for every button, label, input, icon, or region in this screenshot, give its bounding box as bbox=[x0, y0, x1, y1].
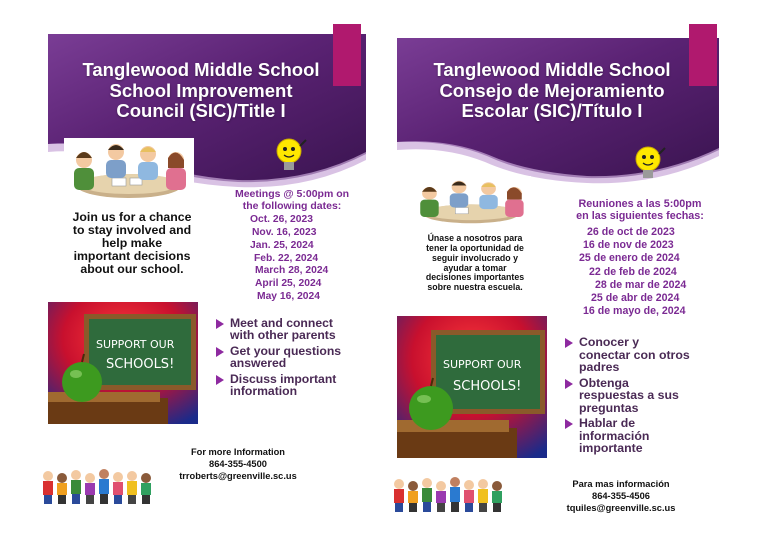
chalkboard-text: SUPPORT OUR bbox=[96, 338, 175, 351]
join-message: Join us for a chance to stay involved and help make important decisions about our school. bbox=[72, 210, 192, 276]
english-flyer bbox=[48, 34, 366, 524]
benefit-item: Discuss important information bbox=[216, 373, 364, 398]
date-item: April 25, 2024 bbox=[255, 278, 322, 290]
date-item: 16 de nov de 2023 bbox=[583, 239, 674, 252]
page-title: Tanglewood Middle School Consejo de Mejoramiento Escolar (SIC)/Título I bbox=[433, 59, 671, 122]
contact-heading: Para mas información bbox=[572, 479, 670, 489]
date-item: Nov. 16, 2023 bbox=[252, 226, 317, 238]
contact-email[interactable]: trroberts@greenville.sc.us bbox=[179, 471, 297, 482]
date-item: Jan. 25, 2024 bbox=[250, 239, 314, 251]
date-item: Oct. 26, 2023 bbox=[250, 214, 313, 225]
join-message: Únase a nosotros para tener la oportunidad de seguir involucrado y ayudar a tomar decisiones importantes sobre nuestra escuela. bbox=[425, 233, 525, 293]
date-item: Feb. 22, 2024 bbox=[254, 252, 319, 264]
benefit-item: Get your questions answered bbox=[216, 345, 364, 370]
chalkboard-graphic bbox=[397, 316, 547, 458]
date-item: 16 de mayo de, 2024 bbox=[583, 305, 686, 318]
date-item: 25 de enero de 2024 bbox=[579, 252, 680, 265]
date-item: 28 de mar de 2024 bbox=[595, 278, 687, 291]
meeting-illustration bbox=[64, 138, 194, 204]
date-item: 22 de feb de 2024 bbox=[589, 265, 677, 278]
meeting-dates bbox=[250, 214, 328, 304]
contact-phone: 864-355-4500 bbox=[209, 459, 267, 470]
date-item: May 16, 2024 bbox=[257, 291, 320, 303]
lightbulb-icon bbox=[633, 142, 667, 186]
meeting-dates bbox=[579, 226, 687, 319]
children-illustration bbox=[40, 466, 156, 506]
chalkboard-graphic bbox=[48, 302, 198, 424]
spanish-flyer bbox=[397, 38, 719, 522]
page-title: Tanglewood Middle School School Improvement Council (SIC)/Title I bbox=[82, 59, 320, 122]
date-item: March 28, 2024 bbox=[255, 265, 329, 277]
benefit-item: Conocer y conectar con otros padres bbox=[565, 336, 715, 374]
chalkboard-text: SUPPORT OUR bbox=[443, 358, 522, 371]
contact-info bbox=[541, 478, 701, 514]
children-illustration bbox=[391, 474, 507, 514]
benefit-item: Meet and connect with other parents bbox=[216, 317, 364, 342]
contact-phone: 864-355-4506 bbox=[592, 491, 650, 502]
benefit-item: Hablar de información importante bbox=[565, 417, 715, 455]
benefit-item: Obtenga respuestas a sus preguntas bbox=[565, 377, 715, 415]
date-item: 26 de oct de 2023 bbox=[587, 226, 675, 238]
benefits-list bbox=[565, 336, 715, 455]
contact-email[interactable]: tquiles@greenville.sc.us bbox=[566, 503, 676, 514]
contact-heading: For more Information bbox=[190, 447, 285, 457]
date-item: 25 de abr de 2024 bbox=[591, 292, 680, 305]
contact-info bbox=[158, 446, 318, 482]
chalkboard-text: SCHOOLS! bbox=[453, 379, 522, 394]
benefits-list bbox=[216, 317, 364, 398]
meeting-illustration bbox=[411, 176, 531, 228]
meetings-heading: Meetings @ 5:00pm on the following dates: bbox=[234, 188, 350, 213]
chalkboard-text: SCHOOLS! bbox=[106, 357, 175, 372]
lightbulb-icon bbox=[274, 134, 308, 178]
meetings-heading: Reuniones a las 5:00pm en las siguientes fechas: bbox=[576, 198, 704, 223]
